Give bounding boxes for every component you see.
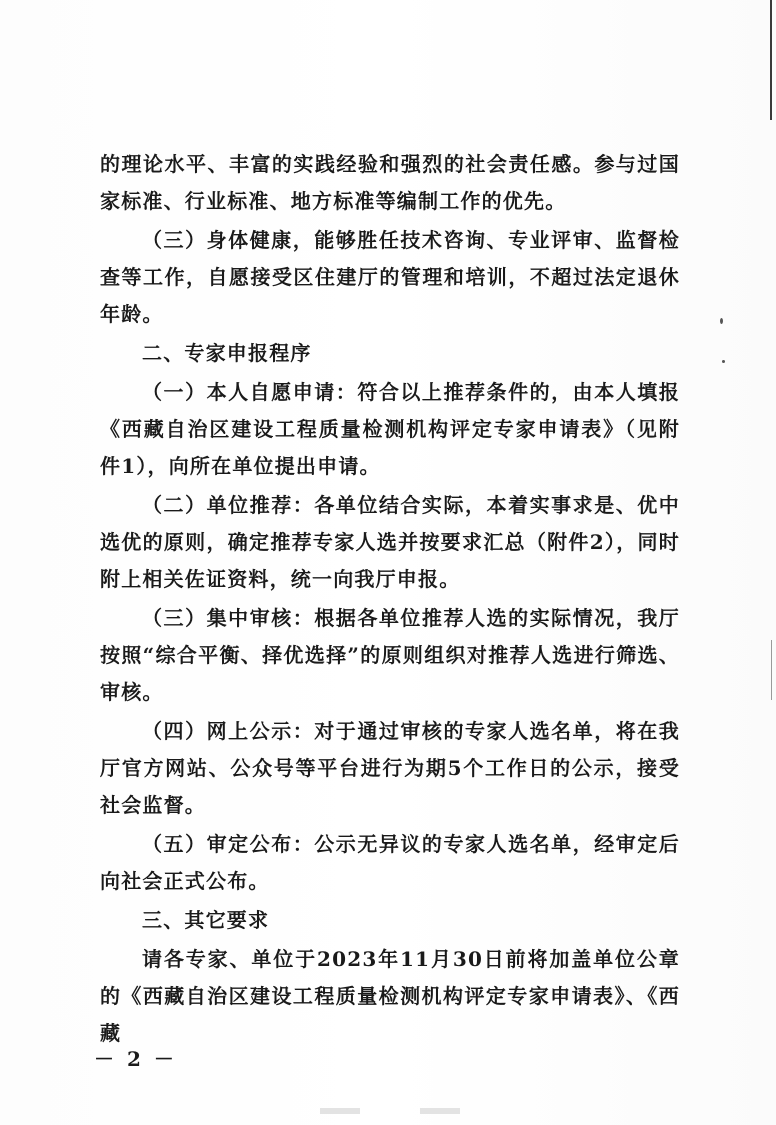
- scan-speck: [722, 360, 725, 363]
- paragraph-unit-recommend: （二）单位推荐：各单位结合实际，本着实事求是、优中选优的原则，确定推荐专家人选并按要求汇总（附件2），同时附上相关佐证资料，统一向我厅申报。: [100, 493, 680, 591]
- paragraph-announce: （五）审定公布：公示无异议的专家人选名单，经审定后向社会正式公布。: [100, 832, 680, 893]
- document-body: [100, 146, 680, 1054]
- paragraph-self-apply: （一）本人自愿申请：符合以上推荐条件的，由本人填报《西藏自治区建设工程质量检测机构评定专家申请表》（见附件1），向所在单位提出申请。: [100, 380, 680, 478]
- heading-procedure: 二、专家申报程序: [142, 341, 312, 365]
- scan-smudge: [320, 1108, 360, 1114]
- paragraph-review: （三）集中审核：根据各单位推荐人选的实际情况，我厅按照“综合平衡、择优选择”的原则组织对推荐人选进行筛选、审核。: [100, 606, 680, 704]
- paragraph-submission: 请各专家、单位于2023年11月30日前将加盖单位公章的《西藏自治区建设工程质量检测机构评定专家申请表》、《西藏: [100, 947, 680, 1045]
- heading-other-requirements: 三、其它要求: [142, 908, 270, 932]
- paragraph-conditions-cont: 的理论水平、丰富的实践经验和强烈的社会责任感。参与过国家标准、行业标准、地方标准等编制工作的优先。: [100, 152, 680, 213]
- paragraph-publicity: （四）网上公示：对于通过审核的专家人选名单，将在我厅官方网站、公众号等平台进行为期5个工作日的公示，接受社会监督。: [100, 719, 680, 817]
- page-number: － 2 －: [94, 1047, 177, 1071]
- paragraph-health: （三）身体健康，能够胜任技术咨询、专业评审、监督检查等工作，自愿接受区住建厅的管理和培训，不超过法定退休年龄。: [100, 228, 680, 326]
- scan-smudge: [420, 1108, 460, 1114]
- scan-speck: [720, 318, 723, 324]
- scan-edge-line: [771, 640, 772, 700]
- scan-edge-line: [770, 0, 772, 120]
